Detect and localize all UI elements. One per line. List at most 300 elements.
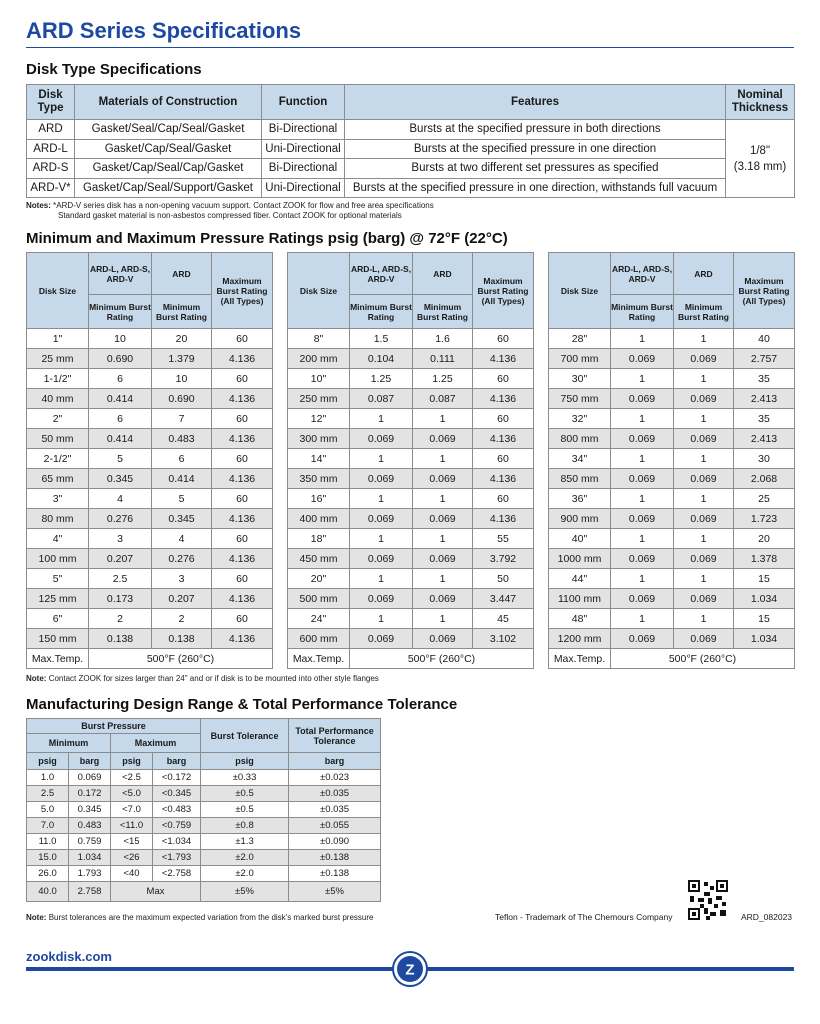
disk-size-cell: 200 mm <box>288 349 350 369</box>
table-row <box>27 569 273 589</box>
max-burst-cell: 4.136 <box>212 629 273 649</box>
table-row <box>27 389 273 409</box>
min-burst-ard-cell: 0.069 <box>674 389 734 409</box>
total-tolerance-cell: ±0.023 <box>289 770 381 786</box>
features-cell: Bursts at the specified pressure in one direction <box>345 139 726 159</box>
header-features: Features <box>345 85 726 120</box>
max-burst-cell: 45 <box>473 609 534 629</box>
disk-size-cell: 14" <box>288 449 350 469</box>
header-max-burst: Maximum Burst Rating (All Types) <box>473 253 534 329</box>
min-burst-variants-cell: 5 <box>89 449 152 469</box>
mfg-unit-row <box>27 753 381 770</box>
max-barg-cell: <1.034 <box>153 834 201 850</box>
min-burst-variants-cell: 0.069 <box>350 469 413 489</box>
min-burst-variants-cell: 0.104 <box>350 349 413 369</box>
disk-size-cell: 10" <box>288 369 350 389</box>
max-psig-cell: <40 <box>111 866 153 882</box>
min-burst-variants-cell: 0.138 <box>89 629 152 649</box>
unit-barg: barg <box>153 753 201 770</box>
unit-psig: psig <box>27 753 69 770</box>
disk-size-cell: 20" <box>288 569 350 589</box>
min-burst-ard-cell: 1.379 <box>152 349 212 369</box>
max-burst-cell: 35 <box>734 369 795 389</box>
table-row <box>549 349 795 369</box>
table-row <box>549 429 795 449</box>
min-burst-ard-cell: 0.207 <box>152 589 212 609</box>
min-burst-ard-cell: 1.25 <box>413 369 473 389</box>
max-burst-cell: 60 <box>473 449 534 469</box>
min-burst-variants-cell: 1 <box>611 609 674 629</box>
table-row <box>27 489 273 509</box>
table-row <box>549 589 795 609</box>
min-burst-variants-cell: 0.069 <box>611 549 674 569</box>
min-burst-ard-cell: 1 <box>674 329 734 349</box>
disk-size-cell: 2-1/2" <box>27 449 89 469</box>
max-burst-cell: 20 <box>734 529 795 549</box>
min-burst-ard-cell: 1 <box>413 569 473 589</box>
max-burst-cell: 2.757 <box>734 349 795 369</box>
materials-cell: Gasket/Seal/Cap/Seal/Gasket <box>75 120 262 140</box>
disk-size-cell: 30" <box>549 369 611 389</box>
min-barg-cell: 0.069 <box>69 770 111 786</box>
max-burst-cell: 4.136 <box>473 469 534 489</box>
pressure-note <box>26 674 379 684</box>
table-row <box>27 629 273 649</box>
header-ard: ARD <box>152 253 212 295</box>
min-burst-ard-cell: 6 <box>152 449 212 469</box>
min-barg-cell: 0.483 <box>69 818 111 834</box>
disk-size-cell: 400 mm <box>288 509 350 529</box>
table-row <box>549 389 795 409</box>
max-temp-row <box>288 649 534 669</box>
table-row <box>27 409 273 429</box>
disk-size-cell: 25 mm <box>27 349 89 369</box>
min-burst-variants-cell: 1 <box>611 489 674 509</box>
header-min-burst: Minimum Burst Rating <box>611 295 674 329</box>
pressure-table-2 <box>287 252 534 669</box>
header-ard: ARD <box>674 253 734 295</box>
features-cell: Bursts at the specified pressure in both directions <box>345 120 726 140</box>
min-burst-ard-cell: 1 <box>674 609 734 629</box>
min-burst-variants-cell: 0.069 <box>350 509 413 529</box>
min-burst-ard-cell: 1 <box>413 529 473 549</box>
header-min-burst: Minimum Burst Rating <box>350 295 413 329</box>
mfg-tolerance-table <box>26 718 381 902</box>
trademark-text: Teflon - Trademark of The Chemours Company <box>495 912 673 922</box>
max-burst-cell: 60 <box>212 329 273 349</box>
table-row <box>549 329 795 349</box>
table-row <box>27 449 273 469</box>
total-tolerance-cell: ±5% <box>289 882 381 902</box>
table-row <box>288 389 534 409</box>
min-burst-variants-cell: 0.069 <box>350 429 413 449</box>
table-row <box>27 882 381 902</box>
header-max-burst: Maximum Burst Rating (All Types) <box>734 253 795 329</box>
min-barg-cell: 2.758 <box>69 882 111 902</box>
header-minimum: Minimum <box>27 734 111 753</box>
disk-size-cell: 350 mm <box>288 469 350 489</box>
min-barg-cell: 0.345 <box>69 802 111 818</box>
table-row <box>288 529 534 549</box>
max-burst-cell: 60 <box>473 489 534 509</box>
min-burst-variants-cell: 0.069 <box>611 629 674 649</box>
unit-barg: barg <box>289 753 381 770</box>
max-burst-cell: 60 <box>212 409 273 429</box>
note-ard-v: *ARD-V series disk has a non-opening vacuum support. Contact ZOOK for flow and free area specifications <box>53 201 434 210</box>
table-row <box>549 469 795 489</box>
note-text: Burst tolerances are the maximum expected variation from the disk's marked burst pressure <box>48 913 374 922</box>
total-tolerance-cell: ±0.055 <box>289 818 381 834</box>
table-row <box>549 509 795 529</box>
max-burst-cell: 4.136 <box>212 349 273 369</box>
min-barg-cell: 1.793 <box>69 866 111 882</box>
disk-size-cell: 8" <box>288 329 350 349</box>
disk-size-cell: 18" <box>288 529 350 549</box>
disk-size-cell: 850 mm <box>549 469 611 489</box>
max-burst-cell: 60 <box>473 409 534 429</box>
unit-psig: psig <box>201 753 289 770</box>
table-row <box>27 349 273 369</box>
min-burst-ard-cell: 0.069 <box>413 509 473 529</box>
function-cell: Bi-Directional <box>262 120 345 140</box>
website-link[interactable]: zookdisk.com <box>26 949 112 964</box>
thickness-mm: (3.18 mm) <box>733 160 787 173</box>
min-burst-variants-cell: 0.276 <box>89 509 152 529</box>
max-burst-cell: 4.136 <box>473 429 534 449</box>
min-psig-cell: 5.0 <box>27 802 69 818</box>
function-cell: Uni-Directional <box>262 139 345 159</box>
max-psig-cell: <7.0 <box>111 802 153 818</box>
header-nominal-thickness: Nominal Thickness <box>726 85 795 120</box>
header-disk-size: Disk Size <box>288 253 350 329</box>
header-disk-size: Disk Size <box>549 253 611 329</box>
min-burst-ard-cell: 0.483 <box>152 429 212 449</box>
table-row <box>27 786 381 802</box>
pressure-table-1 <box>26 252 273 669</box>
header-min-burst: Minimum Burst Rating <box>152 295 212 329</box>
max-burst-cell: 60 <box>212 529 273 549</box>
function-cell: Uni-Directional <box>262 178 345 198</box>
table-row <box>549 449 795 469</box>
max-burst-cell: 2.413 <box>734 429 795 449</box>
header-total-tolerance: Total Performance Tolerance <box>289 719 381 753</box>
disk-size-cell: 500 mm <box>288 589 350 609</box>
min-burst-variants-cell: 1 <box>611 369 674 389</box>
page-title: ARD Series Specifications <box>26 18 302 43</box>
max-burst-cell: 60 <box>473 369 534 389</box>
max-psig-cell: <11.0 <box>111 818 153 834</box>
max-burst-cell: 3.792 <box>473 549 534 569</box>
max-temp-value: 500°F (260°C) <box>611 649 795 669</box>
table-row <box>27 329 273 349</box>
table-row <box>27 509 273 529</box>
header-ard-variants: ARD-L, ARD-S, ARD-V <box>350 253 413 295</box>
min-burst-variants-cell: 1 <box>350 409 413 429</box>
min-psig-cell: 11.0 <box>27 834 69 850</box>
min-burst-variants-cell: 0.069 <box>611 509 674 529</box>
min-burst-ard-cell: 1 <box>674 569 734 589</box>
table-row <box>27 770 381 786</box>
min-barg-cell: 0.759 <box>69 834 111 850</box>
disk-size-cell: 600 mm <box>288 629 350 649</box>
table-row <box>288 329 534 349</box>
document-code: ARD_082023 <box>741 912 793 922</box>
table-row <box>27 178 795 198</box>
table-row <box>27 834 381 850</box>
burst-tolerance-cell: ±5% <box>201 882 289 902</box>
table-row <box>288 349 534 369</box>
pressure-header-row <box>27 253 273 295</box>
max-temp-label: Max.Temp. <box>288 649 350 669</box>
table-row <box>549 489 795 509</box>
min-burst-variants-cell: 1 <box>611 449 674 469</box>
function-cell: Bi-Directional <box>262 159 345 179</box>
table-row <box>288 449 534 469</box>
min-burst-variants-cell: 10 <box>89 329 152 349</box>
disk-type-cell: ARD-L <box>27 139 75 159</box>
min-psig-cell: 15.0 <box>27 850 69 866</box>
disk-size-cell: 36" <box>549 489 611 509</box>
disk-size-cell: 50 mm <box>27 429 89 449</box>
min-burst-variants-cell: 1 <box>350 569 413 589</box>
disk-type-table <box>26 84 795 198</box>
max-burst-cell: 4.136 <box>212 509 273 529</box>
min-burst-variants-cell: 2.5 <box>89 569 152 589</box>
table-row <box>27 429 273 449</box>
table-row <box>27 120 795 140</box>
table-row <box>288 569 534 589</box>
min-burst-ard-cell: 1 <box>413 609 473 629</box>
min-burst-ard-cell: 3 <box>152 569 212 589</box>
max-temp-row <box>549 649 795 669</box>
min-burst-ard-cell: 1 <box>413 449 473 469</box>
burst-tolerance-cell: ±0.5 <box>201 802 289 818</box>
min-burst-ard-cell: 0.069 <box>674 469 734 489</box>
materials-cell: Gasket/Cap/Seal/Gasket <box>75 139 262 159</box>
max-burst-cell: 55 <box>473 529 534 549</box>
max-barg-cell: <0.759 <box>153 818 201 834</box>
table-row <box>549 609 795 629</box>
min-burst-ard-cell: 7 <box>152 409 212 429</box>
table-row <box>27 866 381 882</box>
table-row <box>549 369 795 389</box>
table-row <box>288 509 534 529</box>
max-burst-cell: 4.136 <box>473 389 534 409</box>
burst-tolerance-cell: ±2.0 <box>201 866 289 882</box>
table-row <box>549 549 795 569</box>
mfg-header-row <box>27 719 381 734</box>
max-barg-cell: <1.793 <box>153 850 201 866</box>
total-tolerance-cell: ±0.138 <box>289 866 381 882</box>
min-burst-ard-cell: 1 <box>674 489 734 509</box>
min-burst-ard-cell: 1 <box>674 369 734 389</box>
header-function: Function <box>262 85 345 120</box>
disk-size-cell: 34" <box>549 449 611 469</box>
max-burst-cell: 35 <box>734 409 795 429</box>
mfg-note <box>26 913 373 923</box>
table-row <box>549 629 795 649</box>
max-burst-cell: 4.136 <box>212 549 273 569</box>
min-burst-variants-cell: 0.207 <box>89 549 152 569</box>
min-burst-variants-cell: 1 <box>350 529 413 549</box>
min-barg-cell: 0.172 <box>69 786 111 802</box>
table-row <box>27 609 273 629</box>
disk-size-cell: 5" <box>27 569 89 589</box>
disk-size-cell: 100 mm <box>27 549 89 569</box>
max-barg-cell: <0.172 <box>153 770 201 786</box>
max-burst-cell: 60 <box>473 329 534 349</box>
pressure-header-row <box>549 253 795 295</box>
max-burst-cell: 4.136 <box>212 469 273 489</box>
disk-notes <box>26 201 434 221</box>
max-burst-cell: 40 <box>734 329 795 349</box>
min-burst-ard-cell: 0.069 <box>674 629 734 649</box>
min-psig-cell: 7.0 <box>27 818 69 834</box>
max-barg-cell: <0.345 <box>153 786 201 802</box>
pressure-ratings-heading: Minimum and Maximum Pressure Ratings psig (barg) @ 72°F (22°C) <box>26 230 508 247</box>
header-min-burst: Minimum Burst Rating <box>413 295 473 329</box>
disk-size-cell: 1200 mm <box>549 629 611 649</box>
min-burst-variants-cell: 3 <box>89 529 152 549</box>
min-burst-ard-cell: 5 <box>152 489 212 509</box>
min-burst-variants-cell: 0.173 <box>89 589 152 609</box>
logo-letter: Z <box>405 961 415 979</box>
min-burst-ard-cell: 0.069 <box>413 629 473 649</box>
burst-tolerance-cell: ±0.33 <box>201 770 289 786</box>
min-burst-ard-cell: 20 <box>152 329 212 349</box>
burst-tolerance-cell: ±0.8 <box>201 818 289 834</box>
disk-size-cell: 1-1/2" <box>27 369 89 389</box>
features-cell: Bursts at two different set pressures as specified <box>345 159 726 179</box>
min-burst-variants-cell: 2 <box>89 609 152 629</box>
max-burst-cell: 60 <box>212 609 273 629</box>
disk-size-cell: 28" <box>549 329 611 349</box>
disk-type-cell: ARD-V* <box>27 178 75 198</box>
max-burst-cell: 4.136 <box>473 509 534 529</box>
disk-type-heading: Disk Type Specifications <box>26 61 202 78</box>
max-cell: Max <box>111 882 201 902</box>
disk-size-cell: 32" <box>549 409 611 429</box>
min-burst-variants-cell: 0.069 <box>611 469 674 489</box>
min-burst-variants-cell: 0.069 <box>350 629 413 649</box>
disk-size-cell: 24" <box>288 609 350 629</box>
disk-size-cell: 40" <box>549 529 611 549</box>
table-row <box>27 139 795 159</box>
header-ard-variants: ARD-L, ARD-S, ARD-V <box>89 253 152 295</box>
min-burst-ard-cell: 0.069 <box>674 429 734 449</box>
header-burst-pressure: Burst Pressure <box>27 719 201 734</box>
table-row <box>288 369 534 389</box>
max-burst-cell: 1.034 <box>734 589 795 609</box>
min-burst-variants-cell: 1 <box>611 569 674 589</box>
disk-size-cell: 80 mm <box>27 509 89 529</box>
min-psig-cell: 26.0 <box>27 866 69 882</box>
notes-label: Notes: <box>26 201 51 210</box>
disk-size-cell: 300 mm <box>288 429 350 449</box>
note-label: Note: <box>26 674 47 683</box>
disk-size-cell: 3" <box>27 489 89 509</box>
min-burst-ard-cell: 1 <box>674 529 734 549</box>
header-burst-tolerance: Burst Tolerance <box>201 719 289 753</box>
qr-code-icon <box>688 880 728 920</box>
min-burst-variants-cell: 1 <box>611 529 674 549</box>
max-burst-cell: 1.034 <box>734 629 795 649</box>
min-burst-variants-cell: 0.345 <box>89 469 152 489</box>
min-psig-cell: 40.0 <box>27 882 69 902</box>
max-burst-cell: 4.136 <box>212 389 273 409</box>
min-burst-ard-cell: 0.138 <box>152 629 212 649</box>
min-burst-ard-cell: 0.414 <box>152 469 212 489</box>
header-ard: ARD <box>413 253 473 295</box>
min-burst-variants-cell: 0.069 <box>611 349 674 369</box>
disk-size-cell: 65 mm <box>27 469 89 489</box>
max-psig-cell: <2.5 <box>111 770 153 786</box>
disk-size-cell: 1000 mm <box>549 549 611 569</box>
max-burst-cell: 15 <box>734 569 795 589</box>
materials-cell: Gasket/Cap/Seal/Cap/Gasket <box>75 159 262 179</box>
min-burst-ard-cell: 0.069 <box>413 429 473 449</box>
mfg-range-heading: Manufacturing Design Range & Total Performance Tolerance <box>26 696 458 713</box>
min-burst-variants-cell: 1 <box>611 329 674 349</box>
disk-size-cell: 4" <box>27 529 89 549</box>
table-row <box>549 569 795 589</box>
min-burst-variants-cell: 6 <box>89 369 152 389</box>
max-burst-cell: 2.413 <box>734 389 795 409</box>
disk-size-cell: 6" <box>27 609 89 629</box>
max-temp-value: 500°F (260°C) <box>350 649 534 669</box>
min-burst-ard-cell: 1 <box>674 409 734 429</box>
header-disk-type: Disk Type <box>27 85 75 120</box>
thickness-inch: 1/8" <box>749 144 771 157</box>
max-burst-cell: 60 <box>212 449 273 469</box>
min-burst-variants-cell: 4 <box>89 489 152 509</box>
table-row <box>27 589 273 609</box>
table-row <box>27 549 273 569</box>
max-burst-cell: 15 <box>734 609 795 629</box>
table-row <box>27 529 273 549</box>
max-burst-cell: 4.136 <box>473 349 534 369</box>
min-burst-ard-cell: 0.345 <box>152 509 212 529</box>
header-maximum: Maximum <box>111 734 201 753</box>
min-burst-ard-cell: 0.276 <box>152 549 212 569</box>
disk-size-cell: 125 mm <box>27 589 89 609</box>
disk-size-cell: 900 mm <box>549 509 611 529</box>
min-burst-ard-cell: 0.069 <box>413 589 473 609</box>
max-barg-cell: <2.758 <box>153 866 201 882</box>
max-temp-value: 500°F (260°C) <box>89 649 273 669</box>
disk-size-cell: 700 mm <box>549 349 611 369</box>
min-burst-ard-cell: 0.069 <box>413 469 473 489</box>
max-burst-cell: 60 <box>212 489 273 509</box>
table-row <box>549 409 795 429</box>
disk-size-cell: 1100 mm <box>549 589 611 609</box>
note-label: Note: <box>26 913 47 922</box>
max-temp-label: Max.Temp. <box>549 649 611 669</box>
min-burst-variants-cell: 0.069 <box>611 389 674 409</box>
min-burst-ard-cell: 0.087 <box>413 389 473 409</box>
table-row <box>27 818 381 834</box>
disk-type-cell: ARD <box>27 120 75 140</box>
table-row <box>288 429 534 449</box>
unit-psig: psig <box>111 753 153 770</box>
disk-size-cell: 44" <box>549 569 611 589</box>
min-psig-cell: 2.5 <box>27 786 69 802</box>
min-burst-variants-cell: 1 <box>611 409 674 429</box>
min-burst-ard-cell: 1 <box>413 409 473 429</box>
max-burst-cell: 1.378 <box>734 549 795 569</box>
note-gasket: Standard gasket material is non-asbestos compressed fiber. Contact ZOOK for optional materials <box>58 211 402 220</box>
total-tolerance-cell: ±0.035 <box>289 786 381 802</box>
